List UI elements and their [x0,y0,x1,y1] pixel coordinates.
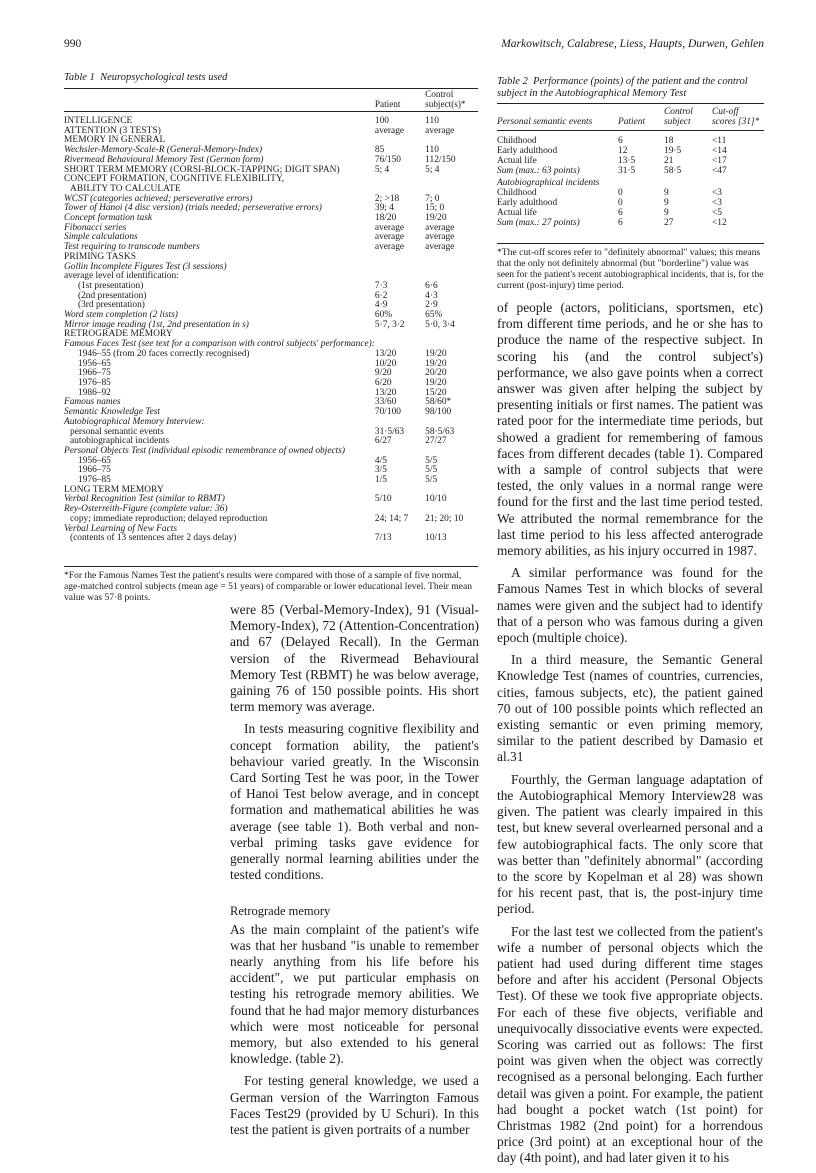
table1-caption-text: Neuropsychological tests used [100,72,228,83]
table1-cell-patient: 24; 14; 7 [374,513,409,524]
table1-cell-test: average level of identification: [64,271,179,282]
table1-cell-patient [375,330,425,340]
table1-cell-test: Test requiring to transcode numbers [64,242,200,253]
table1-cell-patient: 4/5 [374,455,387,466]
table1 [64,88,478,544]
table1-cell-control: 5/5 [425,465,438,476]
table1-cell-control: 6·6 [425,280,438,291]
table1-cell-control: 19/20 [425,358,447,369]
table2-row [497,218,764,228]
right-paragraph-3: In a third measure, the Semantic General Knowledge Test (names of countries, currencies, cities, famous subjects, etc), the patient gained 70 out of 100 possible points which reflected an existing semantic or even priming memory, similar to the patient described by Damasio et al.31 [497,652,763,765]
table2-cell-control: 58·5 [664,166,682,176]
table1-cell-control: average [425,222,455,233]
table1-cell-test: ATTENTION (3 TESTS) [64,125,162,136]
table1-cell-test: (3rd presentation) [78,300,145,311]
table1-cell-patient: 3/5 [374,465,387,476]
table2-cell-cutoff: <12 [712,218,727,228]
table1-cell-test: Rivermead Behavioural Memory Test (German form) [64,154,264,165]
table1-cell-patient: 7·3 [374,280,388,291]
table1-cell-test: 1966–75 [78,465,111,476]
table1-cell-patient: 31·5/63 [374,426,405,437]
table1-cell-patient: 2; >18 [374,193,400,204]
table1-cell-patient: average [374,242,405,253]
table1-cell-test: Verbal Learning of New Facts [64,523,178,534]
table1-cell-control [425,253,478,263]
table2-cell-control: 9 [664,208,669,218]
table2-row [497,156,764,166]
left-paragraph-1: were 85 (Verbal-Memory-Index), 91 (Visual-Memory-Index), 72 (Attention-Concentration) and 67 (Delayed Recall). In the German version of the Rivermead Behavioural Memory Test (RBMT) he was below average, gaining 76 of 150 possible points. His short term memory was average. [230,602,479,715]
table1-cell-test: Autobiographical Memory Interview: [64,416,205,427]
table1-cell-control [425,330,478,340]
table1-cell-test: autobiographical incidents [70,436,170,447]
table1-cell-patient: 5/10 [374,494,392,505]
table1-cell-patient: 76/150 [374,154,401,165]
table1-header-test [64,89,375,112]
table2-body [497,136,764,228]
table2-cell-patient: 0 [618,198,623,208]
table1-cell-control [425,263,478,273]
table1-cell-test: Fibonacci series [64,222,127,233]
left-paragraph-3: As the main complaint of the patient's wife was that her husband "is unable to remember nearly anything from his life before his accident", we put particular emphasis on testing his retrograde memory abilities. We found that he had major memory disturbances which were most noticeable for personal memory, but also extended to his general knowledge. (table 2). [230,921,479,1067]
table2-cell-cutoff: <47 [712,166,727,176]
table1-cell-test: copy; immediate reproduction; delayed reproduction [70,513,268,524]
table1-cell-patient: 13/20 [374,387,397,398]
table1-caption-label: Table 1 [64,72,95,83]
table1-header-control [425,89,478,112]
right-paragraph-4: Fourthly, the German language adaptation of the Autobiographical Memory Interview28 was given. The patient was clearly impaired in this test, but knew several overlearned personal and a few autobiographical facts. The only score that was better than "definitely abnormal" (according to the score by Kopelman et al 28) was shown for his recent past, that is, the post-injury time period. [497,771,763,917]
table2-caption-label: Table 2 [497,76,528,87]
table1-cell-test: Personal Objects Test (individual episodic remembrance of owned objects) [64,445,346,456]
table1-row [64,379,478,389]
table1-cell-test: (contents of 13 sentences after 2 days delay) [70,533,237,544]
table1-cell-test: 1966–75 [78,368,111,379]
table1-cell-control: 5; 4 [425,164,440,175]
table1-cell-control: 110 [425,116,439,126]
table1-cell-patient: 4·9 [374,300,388,311]
table1-cell-control: 15; 0 [425,203,445,214]
table1-cell-patient: 6·2 [374,290,388,301]
table1-cell-patient: 6/20 [374,377,392,388]
table1-cell-test: personal semantic events [70,426,164,437]
table1-cell-control: 110 [425,145,439,156]
table1-cell-test: MEMORY IN GENERAL [64,135,166,146]
table1-cell-patient: 33/60 [374,397,397,408]
table1-cell-test: LONG TERM MEMORY [64,484,164,495]
table1-cell-test: 1956–65 [78,358,111,369]
right-paragraph-5: For the last test we collected from the patient's wife a number of personal objects which the patient had used during different time stages before and after his accident (Personal Objects Test). Of these we took five appropriate objects. For each of these five objects, verifiable and unequivocally dissociative events were expected. Scoring was carried out as follows: The first point was given when the object was correctly recognised as a personal belonging. Each further detail was given a point. For example, the patient had bought a pocket watch (1st point) for Christmas 1982 (2nd point) for a horrendous price (3rd point) at an exceptional hour of the day (4th point), and had later given it to his [497,923,763,1166]
table2-cell-control: 19·5 [664,146,682,156]
table2-cell-patient: 12 [618,146,628,156]
table1-cell-control: 58·5/63 [425,426,455,437]
table1-cell-control: average [425,242,455,253]
table1-cell-test: RETROGRADE MEMORY [64,329,173,340]
table1-cell-test: (1st presentation) [78,280,144,291]
table2-cell-control: 9 [664,198,669,208]
table2-cell-patient: 6 [618,208,623,218]
table1-cell-control: 65% [425,310,443,321]
table1-header-patient: Patient [374,99,401,109]
left-paragraph-2: In tests measuring cognitive flexibility and concept formation ability, the patient's behaviour varied greatly. In the Wisconsin Card Sorting Test he was poor, in the Tower of Hanoi Test below average, and in concept formation and mathematical abilities he was average (see table 1). Both verbal and non-verbal priming tasks gave evidence for generally normal learning abilities under the tested conditions. [230,721,479,883]
table2-cell-control: 27 [664,218,674,228]
table1-body [64,117,478,544]
running-header-authors: Markowitsch, Calabrese, Liess, Haupts, Durwen, Gehlen [501,38,764,50]
table2-header-cutoff-line1: Cut-off [712,107,739,117]
table2-header-control-line2: subject [664,117,691,127]
table1-cell-patient: 39; 4 [374,203,394,214]
table1-cell-control: 10/10 [425,494,447,505]
table1-row [64,350,478,360]
table2-header-events: Personal semantic events [497,117,593,127]
table1-cell-test: 1986–92 [78,387,111,398]
table1-cell-test: Wechsler-Memory-Scale-R (General-Memory-Index) [64,145,263,156]
table1-cell-control: 2·9 [425,300,438,311]
table1-cell-patient: average [374,222,405,233]
table1-cell-test: 1976–85 [78,377,111,388]
table2-header-control-line1: Control [664,107,693,117]
table1-footnote: *For the Famous Names Test the patient's results were compared with those of a sample of five normal, age-matched control subjects (mean age = 51 years) of comparable or lower educational level. Their mean value was 57·8 points. [64,566,478,603]
table1-cell-control: 5/5 [425,475,438,486]
table1-cell-patient: 5; 4 [374,164,390,175]
table2-row [497,136,764,146]
table2-cell-event: Childhood [497,136,537,146]
table1-row [64,369,478,379]
table1-cell-test: SHORT TERM MEMORY (CORSI-BLOCK-TAPPING; DIGIT SPAN) [64,164,340,175]
table2-footnote: *The cut-off scores refer to "definitely abnormal" values; this means that the only not definitely abnormal (but "borderline") value was seen for the patient's recent autobiographical incidents, that is, for the current (post-injury) time period. [497,243,764,291]
table1-cell-test: CONCEPT FORMATION, COGNITIVE FLEXIBILITY, [64,174,285,185]
table2-cell-cutoff: <11 [712,136,727,146]
table2 [497,103,764,228]
table1-cell-test: Concept formation task [64,213,153,224]
table2-cell-patient: 6 [618,136,623,146]
table2-row [497,208,764,218]
table1-cell-patient: 6/27 [374,436,392,447]
right-paragraph-2: A similar performance was found for the Famous Names Test in which blocks of several names were given and the subject had to identify that of a person who was famous during a given epoch (multiple choice). [497,565,763,646]
table2-cell-control [664,176,712,188]
table1-cell-patient: 13/20 [374,348,397,359]
table1-row [64,534,478,544]
table2-row [497,166,764,176]
table1-cell-test: 1976–85 [78,475,111,486]
table2-cell-cutoff: <14 [712,146,727,156]
table2-row [497,146,764,156]
table1-cell-patient [375,175,425,185]
table1-cell-patient: 7/13 [374,533,392,544]
table1-cell-control: 19/20 [425,377,447,388]
table1-cell-test: Tower of Hanoi (4 disc version) (trials needed; perseverative errors) [64,203,322,214]
table2-header-patient: Patient [618,117,646,127]
table1-cell-control: 20/20 [425,368,447,379]
table1-cell-control: 7; 0 [425,193,440,204]
table2-cell-cutoff [712,176,764,188]
table1-cell-test: (2nd presentation) [78,290,147,301]
table1-cell-test: WCST (categories achieved; perseverative errors) [64,193,253,204]
table1-cell-patient: average [374,125,405,136]
left-paragraph-4: For testing general knowledge, we used a German version of the Warrington Famous Faces Test29 (provided by U Schuri). In this test the patient is given portraits of a number [230,1073,479,1138]
table1-cell-control: 27/27 [425,436,447,447]
table1-cell-test: Semantic Knowledge Test [64,407,161,418]
table1-cell-test: Rey-Osterreith-Figure (complete value: 36) [64,504,228,515]
table1-cell-control: 21; 20; 10 [425,513,464,524]
table1-cell-patient: 60% [374,310,393,321]
table2-row [497,176,764,188]
right-paragraph-1: of people (actors, politicians, sportsmen, etc) from different time periods, and he or she has to produce the name of the respective subject. In scoring his (and the control subject's) performance, we also gave points when a correct answer was given after helping the subject by presenting initials or first names. The patient was rated poor for the intermediate time periods, but showed a gradient for remembering of famous faces from different decades (table 1). Compared with a sample of control subjects that were tested, the only values in a normal range were found for the first and the last time period tested. We attributed the normal remembrance for the last time period to his less affected anterograde memory abilities, as his injury occurred in 1987. [497,300,763,559]
table1-header-control-line2: subject(s)* [425,99,466,109]
table1-cell-control: 4·3 [425,290,438,301]
table1-cell-test: PRIMING TASKS [64,251,137,262]
table1-cell-patient: 10/20 [374,358,397,369]
table1-cell-control: 5/5 [425,455,438,466]
table1-cell-control: average [425,125,455,136]
section-heading-retrograde-memory: Retrograde memory [230,904,331,919]
table2-cell-event: Actual life [497,156,537,166]
table2-cell-control: 9 [664,188,669,198]
table1-cell-control: 15/20 [425,387,447,398]
table1-cell-control: 112/150 [425,154,456,165]
table1-cell-control: 19/20 [425,213,447,224]
table2-cell-event: Autobiographical incidents [497,178,600,188]
table1-cell-test: Famous names [64,397,121,408]
table1-cell-patient: 1/5 [374,475,387,486]
table1-cell-test: Word stem completion (2 lists) [64,310,178,321]
table1-cell-patient: 9/20 [374,368,392,379]
table2-cell-patient: 0 [618,188,623,198]
table2-cell-event: Childhood [497,188,537,198]
table2-cell-cutoff: <5 [712,208,722,218]
table2-cell-event: Early adulthood [497,198,558,208]
table2-row [497,188,764,198]
table2-cell-patient: 6 [618,218,623,228]
table2-cell-cutoff: <3 [712,198,722,208]
table1-cell-patient: 100 [374,116,389,126]
table1-cell-patient [375,263,425,273]
table2-header-cutoff [712,104,764,131]
table2-cell-control: 18 [664,136,674,146]
right-text-column [497,300,763,1173]
table1-cell-test: Famous Faces Test (see text for a comparison with control subjects' performance): [64,339,375,350]
table2-cell-control: 21 [664,156,674,166]
table2-cell-event: Early adulthood [497,146,558,156]
table1-caption [64,72,227,84]
table1-row [64,360,478,370]
table1-cell-patient [375,253,425,263]
table1-cell-test: Verbal Recognition Test (similar to RBMT) [64,494,225,505]
table1-row [64,389,478,399]
table1-header-control-line1: Control [425,89,454,99]
table1-cell-test: INTELLIGENCE [64,116,133,126]
table1-cell-control [425,175,478,185]
table1-cell-test: Simple calculations [64,232,138,243]
table1-cell-patient: 18/20 [374,213,397,224]
table1-cell-test: ABILITY TO CALCULATE [70,183,181,194]
left-text-column [230,602,479,1144]
table1-cell-patient: average [374,232,405,243]
table1-cell-test: 1956–65 [78,455,111,466]
table2-cell-event: Sum (max.: 63 points) [497,166,580,176]
table2-header-control [664,104,712,131]
table1-cell-test: Mirror image reading (1st, 2nd presentation in s) [64,319,249,330]
table2-cell-patient [618,176,664,188]
table1-cell-test: 1946–55 (from 20 faces correctly recognised) [78,348,250,359]
page-number: 990 [64,38,82,50]
table1-row [64,447,478,457]
table1-cell-control: average [425,232,455,243]
table2-cell-cutoff: <3 [712,188,722,198]
table1-cell-patient: 70/100 [374,407,401,418]
table1-cell-control: 19/20 [425,348,447,359]
table1-row [64,214,478,224]
table1-cell-control: 98/100 [425,407,452,418]
table2-caption-text: Performance (points) of the patient and the control subject in the Autobiographical Memory Test [497,76,748,99]
table1-cell-control: 10/13 [425,533,447,544]
table2-cell-event: Actual life [497,208,537,218]
table1-row [64,466,478,476]
table1-cell-control: 58/60* [425,397,452,408]
table1-cell-patient: 5·7, 3·2 [374,319,405,330]
table2-cell-patient: 13·5 [618,156,636,166]
table1-cell-patient: 85 [374,145,385,156]
table1-cell-control: 5·0, 3·4 [425,319,455,330]
table2-row [497,198,764,208]
table2-header-cutoff-line2: scores [31]* [712,117,760,127]
table1-row [64,457,478,467]
table2-cell-cutoff: <17 [712,156,727,166]
table2-cell-event: Sum (max.: 27 points) [497,218,580,228]
table1-cell-test: Gollin Incomplete Figures Test (3 sessions) [64,261,227,272]
table2-cell-patient: 31·5 [618,166,636,176]
table2-caption [497,76,767,100]
